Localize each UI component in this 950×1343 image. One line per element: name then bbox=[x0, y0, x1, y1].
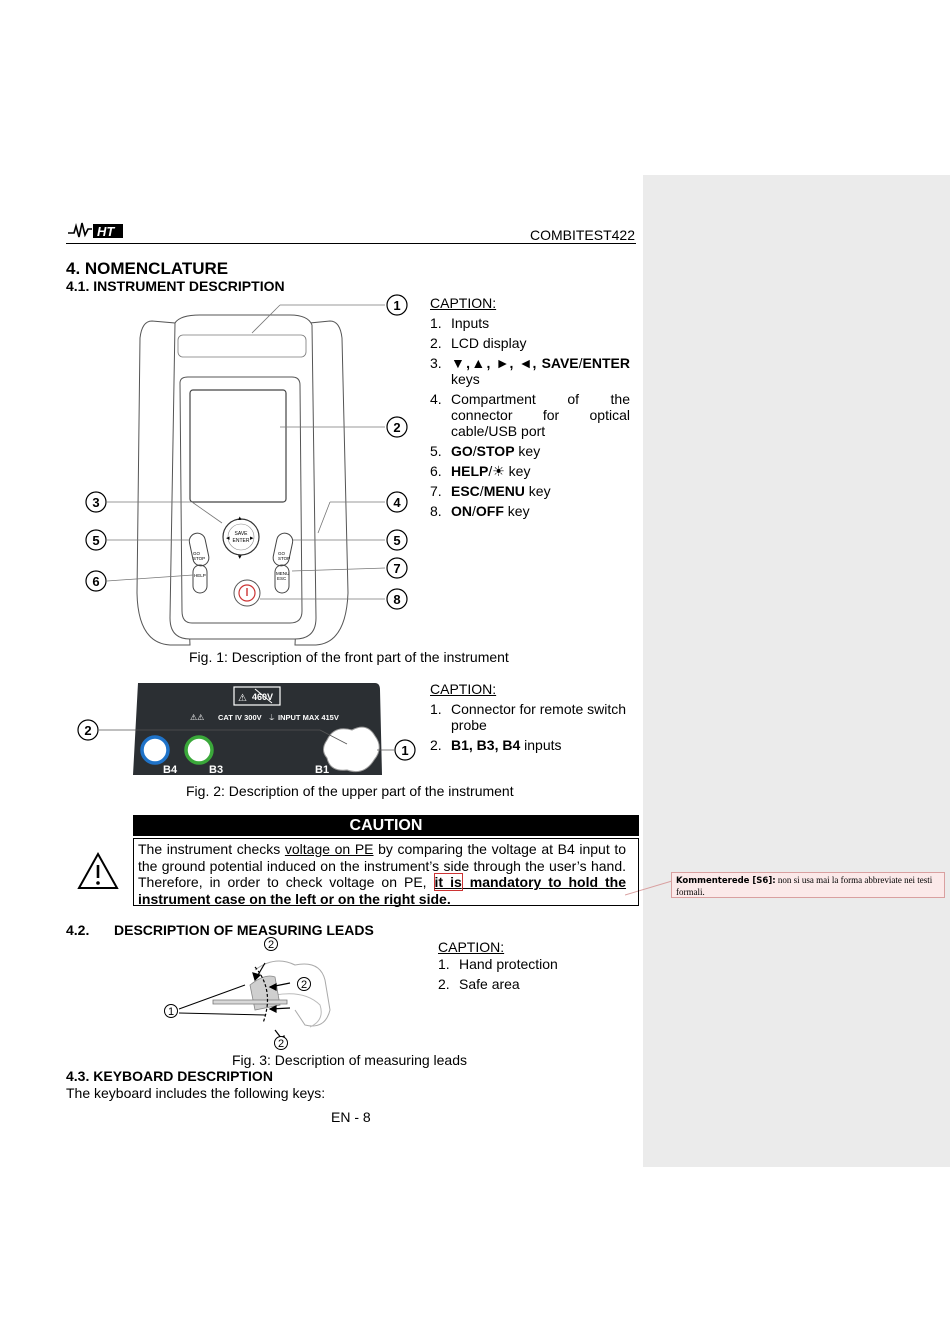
fig2-callout-2: 2 bbox=[84, 723, 92, 738]
review-comment[interactable] bbox=[671, 872, 945, 898]
warning-icon bbox=[76, 851, 120, 891]
callout-5-left: 5 bbox=[92, 533, 100, 548]
caption-item bbox=[438, 976, 638, 992]
callout-1: 1 bbox=[393, 298, 401, 313]
fig2-voltage: 460V bbox=[252, 692, 274, 702]
caption-item-text: Hand protection bbox=[459, 956, 558, 972]
caption-item-text: ☀ bbox=[492, 463, 505, 479]
fig1-callouts bbox=[80, 293, 415, 653]
caption-item-text: keys bbox=[451, 371, 480, 387]
logo-text: HT bbox=[97, 224, 115, 239]
caption-item-text: inputs bbox=[520, 737, 562, 753]
caption-item bbox=[430, 483, 630, 499]
caption-item-text: SAVE bbox=[541, 355, 579, 371]
caption-item bbox=[430, 315, 630, 331]
caption-item-number: 5. bbox=[430, 443, 442, 459]
fig1-key-go-right: GO bbox=[278, 551, 286, 556]
fig2-rating: CAT IV 300V bbox=[218, 713, 262, 722]
caption-item-text: key bbox=[504, 463, 531, 479]
fig1-key-help: HELP bbox=[194, 573, 206, 578]
ht-logo bbox=[68, 220, 126, 240]
caution-text-3: mandatory to hold the instrument case on the left or on the right side. bbox=[138, 874, 627, 907]
caution-text bbox=[133, 838, 639, 906]
caption-item bbox=[430, 701, 630, 733]
fig2-input: INPUT MAX 415V bbox=[278, 713, 339, 722]
fig2-b4: B4 bbox=[163, 764, 178, 776]
caption-item-text: key bbox=[503, 503, 530, 519]
caption-item-number: 4. bbox=[430, 391, 442, 407]
fig1-key-stop: STOP bbox=[193, 556, 206, 561]
caption-item-text: ▼,▲, ►, ◄, bbox=[451, 355, 542, 371]
caution-highlighted-phrase[interactable]: it is bbox=[434, 874, 462, 890]
caption-item-text: Inputs bbox=[451, 315, 490, 331]
comment-text: non si usa mai la forma abbreviate nei testi formali. bbox=[676, 875, 933, 897]
caption-item bbox=[430, 391, 630, 439]
caption-item-number: 1. bbox=[438, 956, 450, 972]
comment-author: Kommenterede [S6]: bbox=[676, 876, 776, 886]
caption-item bbox=[430, 737, 630, 753]
caption-item-text: MENU bbox=[483, 483, 525, 499]
caption-item-text: B1, B3, B4 bbox=[451, 737, 521, 753]
caption-item-text: STOP bbox=[476, 443, 515, 459]
caption-item-text: HELP bbox=[451, 463, 489, 479]
doc-title: COMBITEST422 bbox=[529, 227, 635, 243]
caption-label-2-text: CAPTION: bbox=[430, 681, 497, 697]
caption-item bbox=[430, 463, 630, 479]
caption-item bbox=[438, 956, 638, 972]
caption-item-number: 2. bbox=[430, 335, 442, 351]
caution-text-1: The instrument checks bbox=[138, 841, 285, 857]
page-number: EN - 8 bbox=[331, 1109, 371, 1125]
fig2-earth-glyph: ⏚ bbox=[268, 713, 276, 722]
caption-label-3 bbox=[438, 939, 504, 956]
caption-item-text: Connector for remote switch probe bbox=[451, 701, 627, 733]
subsection-4-3-title: 4.3. KEYBOARD DESCRIPTION bbox=[66, 1068, 273, 1084]
caption-item-text: / bbox=[488, 463, 493, 479]
caption-item-text: / bbox=[472, 503, 476, 519]
caption-item-number: 7. bbox=[430, 483, 442, 499]
callout-6: 6 bbox=[92, 574, 100, 589]
caption-item bbox=[430, 443, 630, 459]
caption-item-text: key bbox=[514, 443, 541, 459]
caution-title: CAUTION bbox=[133, 815, 639, 836]
measuring-leads-figure bbox=[155, 935, 345, 1053]
caption-item-number: 1. bbox=[430, 701, 442, 717]
fig1-key-go: GO bbox=[193, 551, 201, 556]
caution-voltage-on-pe: voltage on PE bbox=[284, 841, 374, 857]
fig1-key-enter: ENTER bbox=[232, 538, 250, 544]
caption-item-text: Compartment of the connector for optical cable/USB port bbox=[451, 391, 630, 439]
fig1-arrow-left: ◂ bbox=[226, 535, 230, 542]
caption-item-number: 2. bbox=[438, 976, 450, 992]
fig1-arrow-up: ▴ bbox=[238, 515, 242, 522]
caption-item-text: GO bbox=[451, 443, 473, 459]
caption-label-2 bbox=[430, 681, 496, 698]
caption-label-3-text: CAPTION: bbox=[438, 939, 505, 955]
callout-7: 7 bbox=[393, 561, 401, 576]
comment-pane bbox=[643, 175, 950, 1167]
caption-item-text: ESC bbox=[451, 483, 480, 499]
fig1-caption: Fig. 1: Description of the front part of the instrument bbox=[189, 649, 509, 665]
caption-item-number: 6. bbox=[430, 463, 442, 479]
callout-4: 4 bbox=[393, 495, 401, 510]
fig1-key-stop-right: STOP bbox=[278, 556, 291, 561]
caption-item-text: / bbox=[479, 483, 484, 499]
callout-2: 2 bbox=[393, 420, 401, 435]
caption-item-text: / bbox=[472, 443, 477, 459]
fig3-label-2-bottom: 2 bbox=[277, 1038, 285, 1050]
fig1-arrow-down: ▾ bbox=[238, 554, 242, 561]
callout-3: 3 bbox=[92, 495, 100, 510]
caption-item bbox=[430, 335, 630, 351]
caption-label-1 bbox=[430, 295, 496, 312]
subsection-4-2-title: DESCRIPTION OF MEASURING LEADS bbox=[114, 922, 374, 938]
caption-item bbox=[430, 503, 630, 519]
caption-item-number: 1. bbox=[430, 315, 442, 331]
fig1-key-menu: MENU bbox=[276, 571, 290, 576]
caption-item-text: ON bbox=[451, 503, 472, 519]
section-title: 4. NOMENCLATURE bbox=[66, 259, 229, 278]
caption-label-1-text: CAPTION: bbox=[430, 295, 497, 311]
caption-item-number: 8. bbox=[430, 503, 442, 519]
caption-item-text: Safe area bbox=[459, 976, 520, 992]
fig2-callout-1: 1 bbox=[401, 743, 409, 758]
subsection-4-1-title: 4.1. INSTRUMENT DESCRIPTION bbox=[66, 278, 285, 294]
instrument-top-figure bbox=[72, 680, 422, 778]
fig1-key-save: SAVE bbox=[234, 531, 248, 537]
callout-5-right: 5 bbox=[393, 533, 401, 548]
callout-8: 8 bbox=[393, 592, 401, 607]
caption-item-number: 2. bbox=[430, 737, 442, 753]
caption-item-text: OFF bbox=[475, 503, 504, 519]
fig1-arrow-right: ▸ bbox=[250, 535, 254, 542]
subsection-4-2-num: 4.2. bbox=[66, 922, 90, 938]
caption-list-1 bbox=[430, 315, 630, 523]
caption-list-2 bbox=[430, 701, 630, 757]
fig2-b1: B1 bbox=[315, 764, 330, 776]
fig3-label-2-mid: 2 bbox=[300, 979, 308, 991]
caption-item-text: / bbox=[578, 355, 583, 371]
caption-item-text: key bbox=[524, 483, 551, 499]
fig3-label-1: 1 bbox=[167, 1006, 175, 1018]
header-rule bbox=[66, 243, 636, 244]
fig2-warning-glyphs-2: ⚠⚠ bbox=[190, 713, 205, 722]
fig2-b3: B3 bbox=[209, 764, 224, 776]
caption-list-3 bbox=[438, 956, 638, 996]
caption-item-number: 3. bbox=[430, 355, 442, 371]
caption-item-text: LCD display bbox=[451, 335, 527, 351]
fig1-key-esc: ESC bbox=[277, 576, 287, 581]
keyboard-intro: The keyboard includes the following keys: bbox=[66, 1085, 326, 1101]
fig2-warning-glyph: ⚠ bbox=[238, 693, 247, 704]
fig2-caption: Fig. 2: Description of the upper part of the instrument bbox=[186, 783, 514, 799]
fig3-caption: Fig. 3: Description of measuring leads bbox=[232, 1052, 467, 1068]
caption-item bbox=[430, 355, 630, 387]
fig3-label-2-top: 2 bbox=[267, 939, 275, 951]
caution-text-2: by comparing the voltage at B4 input to the ground potential induced on the instrument’s side through the user’s hand. Therefore, in order to check voltage on PE, bbox=[138, 841, 626, 890]
caption-item-text: ENTER bbox=[582, 355, 630, 371]
